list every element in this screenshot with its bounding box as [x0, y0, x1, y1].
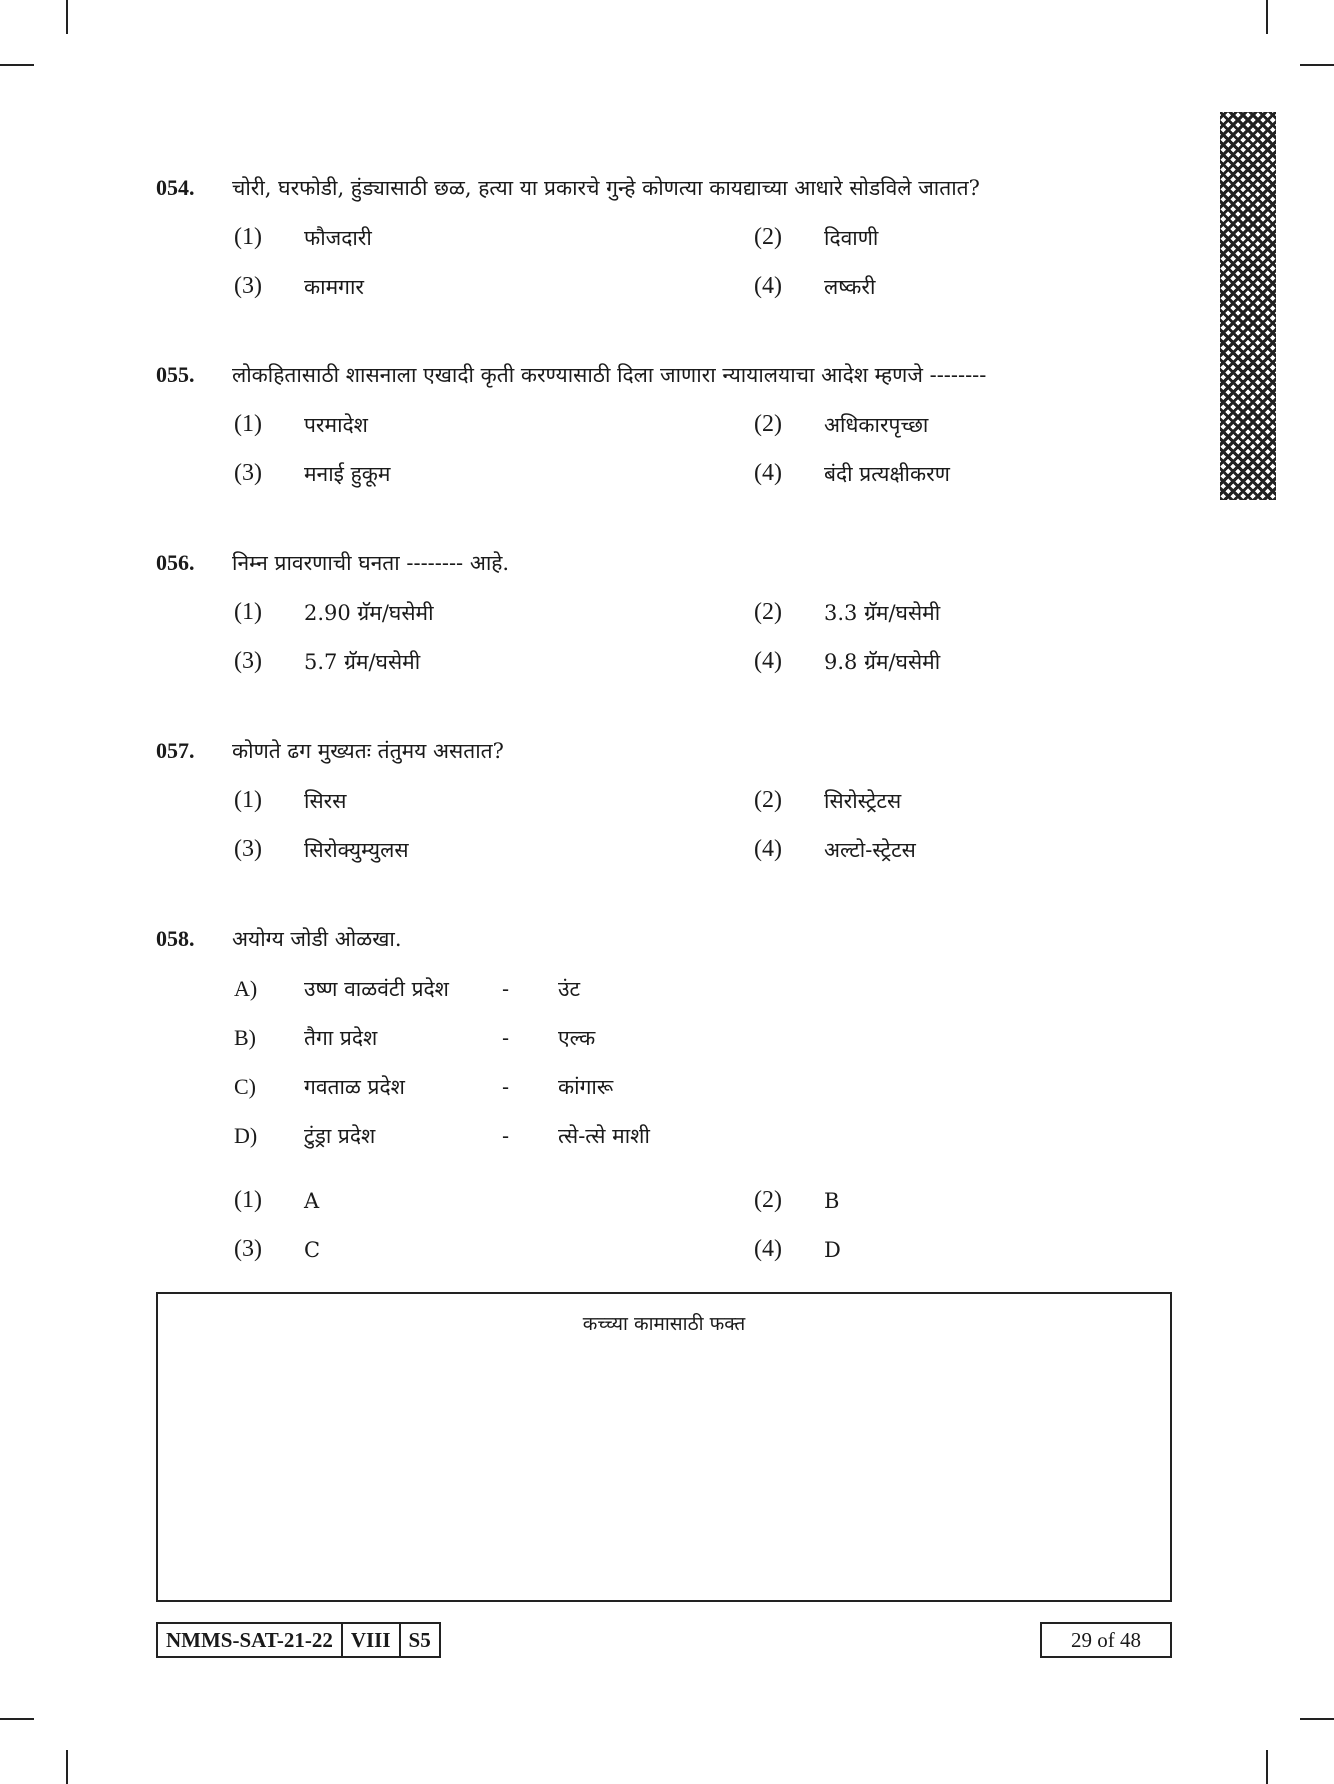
question-number: 057.	[156, 738, 195, 763]
option-3	[234, 460, 754, 488]
option-label: (4)	[754, 1236, 782, 1262]
option-label: (1)	[234, 599, 262, 625]
question-054	[156, 163, 1166, 311]
question-055	[156, 350, 1166, 498]
pair-animal: एल्क	[558, 1025, 596, 1050]
option-text: परमादेश	[304, 412, 368, 437]
crop-mark	[0, 64, 34, 66]
option-text: मनाई हुकूम	[304, 461, 391, 486]
option-3	[234, 273, 754, 301]
crop-mark	[1266, 1750, 1268, 1784]
option-label: (3)	[234, 273, 262, 299]
pair-label: D)	[234, 1122, 258, 1148]
option-text: D	[824, 1237, 841, 1262]
exam-code: NMMS-SAT-21-22	[166, 1627, 333, 1652]
pair-row	[234, 1111, 1166, 1160]
question-text: निम्न प्रावरणाची घनता -------- आहे.	[232, 551, 510, 575]
option-2	[754, 411, 928, 439]
crop-mark	[1300, 64, 1334, 66]
option-label: (4)	[754, 273, 782, 299]
option-label: (3)	[234, 460, 262, 486]
option-label: (3)	[234, 1236, 262, 1262]
pair-dash: -	[502, 1025, 510, 1050]
question-056	[156, 538, 1166, 686]
pair-animal: कांगारू	[558, 1074, 614, 1099]
option-text: 2.90 ग्रॅम/घसेमी	[304, 600, 434, 625]
option-2	[754, 224, 878, 252]
option-label: (1)	[234, 224, 262, 250]
question-text: चोरी, घरफोडी, हुंड्यासाठी छळ, हत्या या प्रकारचे गुन्हे कोणत्या कायद्याच्या आधारे सोडविले जातात?	[232, 176, 980, 200]
pair-region: गवताळ प्रदेश	[304, 1074, 405, 1099]
pair-region: उष्ण वाळवंटी प्रदेश	[304, 976, 449, 1001]
option-label: (2)	[754, 787, 782, 813]
pair-label: A)	[234, 975, 258, 1001]
crop-mark	[66, 1750, 68, 1784]
crop-mark	[0, 1718, 34, 1720]
pair-label: C)	[234, 1073, 256, 1099]
question-058	[156, 914, 1166, 1274]
rough-work-box	[156, 1292, 1172, 1602]
option-label: (2)	[754, 224, 782, 250]
option-text: 3.3 ग्रॅम/घसेमी	[824, 600, 941, 625]
pair-dash: -	[502, 976, 510, 1001]
pair-row	[234, 1013, 1166, 1062]
option-text: C	[304, 1237, 321, 1262]
option-text: सिरस	[304, 788, 347, 813]
pair-region: टुंड्रा प्रदेश	[304, 1123, 376, 1148]
page-number: 29 of 48	[1040, 1622, 1172, 1658]
question-text: अयोग्य जोडी ओळखा.	[232, 927, 402, 951]
option-text: बंदी प्रत्यक्षीकरण	[824, 461, 950, 486]
option-2	[754, 1187, 839, 1214]
option-text: अधिकारपृच्छा	[824, 412, 929, 437]
option-4	[754, 1236, 841, 1263]
crop-mark	[1266, 0, 1268, 34]
option-4	[754, 460, 950, 488]
crop-mark	[1300, 1718, 1334, 1720]
option-label: (2)	[754, 599, 782, 625]
option-1	[234, 787, 754, 815]
option-1	[234, 224, 754, 252]
footer-code-box	[156, 1622, 441, 1658]
option-text: कामगार	[304, 274, 364, 299]
option-label: (3)	[234, 836, 262, 862]
crop-mark	[66, 0, 68, 34]
question-text: कोणते ढग मुख्यतः तंतुमय असतात?	[232, 739, 504, 763]
option-label: (4)	[754, 460, 782, 486]
pair-row	[234, 1062, 1166, 1111]
pair-row	[234, 964, 1166, 1013]
option-text: 9.8 ग्रॅम/घसेमी	[824, 649, 941, 674]
pair-animal: त्से-त्से माशी	[558, 1123, 650, 1148]
pair-label: B)	[234, 1024, 256, 1050]
option-label: (2)	[754, 411, 782, 437]
option-text: 5.7 ग्रॅम/घसेमी	[304, 649, 421, 674]
option-text: B	[824, 1188, 840, 1213]
question-number: 055.	[156, 362, 195, 387]
question-text: लोकहितासाठी शासनाला एखादी कृती करण्यासाठी दिला जाणारा न्यायालयाचा आदेश म्हणजे --------	[232, 363, 987, 387]
option-label: (2)	[754, 1187, 782, 1213]
option-label: (4)	[754, 836, 782, 862]
option-label: (1)	[234, 787, 262, 813]
pair-animal: उंट	[558, 976, 581, 1001]
option-4	[754, 648, 940, 676]
option-2	[754, 787, 901, 815]
pair-region: तैगा प्रदेश	[304, 1025, 378, 1050]
set-code: S5	[399, 1624, 439, 1656]
option-4	[754, 836, 916, 864]
option-1	[234, 1187, 754, 1214]
option-text: A	[304, 1188, 320, 1213]
option-label: (4)	[754, 648, 782, 674]
rough-work-title: कच्च्या कामासाठी फक्त	[582, 1313, 746, 1335]
option-text: दिवाणी	[824, 225, 879, 250]
question-number: 054.	[156, 175, 195, 200]
option-3	[234, 836, 754, 864]
option-text: सिरोक्युम्युलस	[304, 837, 409, 862]
option-label: (1)	[234, 411, 262, 437]
question-number: 056.	[156, 550, 195, 575]
option-1	[234, 599, 754, 627]
pair-dash: -	[502, 1123, 510, 1148]
option-4	[754, 273, 875, 301]
class-code: VIII	[341, 1624, 399, 1656]
option-3	[234, 648, 754, 676]
option-label: (3)	[234, 648, 262, 674]
pair-dash: -	[502, 1074, 510, 1099]
option-text: फौजदारी	[304, 225, 372, 250]
option-1	[234, 411, 754, 439]
matching-pairs	[234, 964, 1166, 1160]
option-text: सिरोस्ट्रेटस	[824, 788, 902, 813]
question-057	[156, 726, 1166, 874]
option-3	[234, 1236, 754, 1263]
option-text: अल्टो-स्ट्रेटस	[824, 837, 916, 862]
decorative-pattern	[1220, 112, 1276, 500]
question-number: 058.	[156, 926, 195, 951]
option-label: (1)	[234, 1187, 262, 1213]
option-2	[754, 599, 940, 627]
option-text: लष्करी	[824, 274, 876, 299]
